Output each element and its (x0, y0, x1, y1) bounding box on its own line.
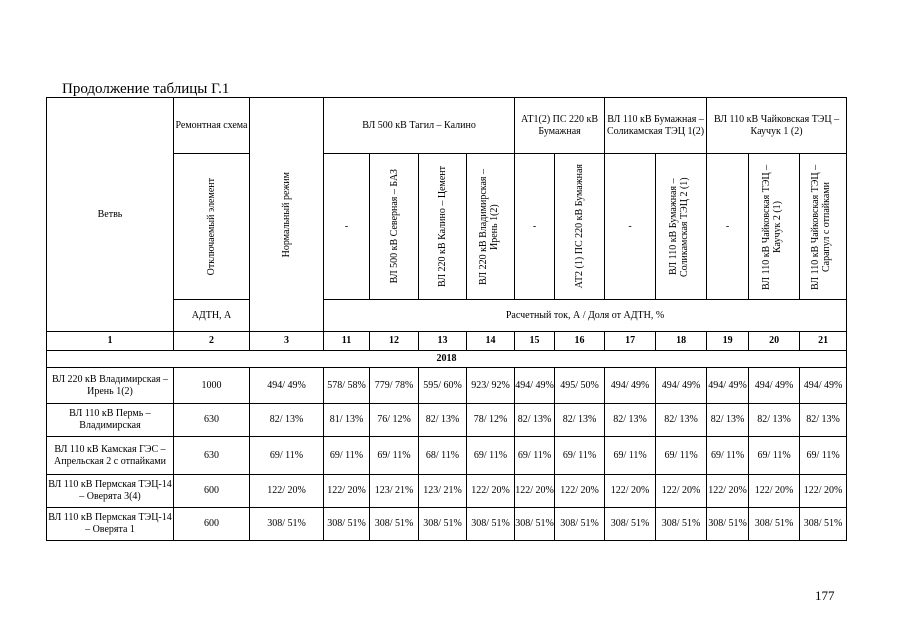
header-sub-13: ВЛ 220 кВ Калино – Цемент (419, 154, 467, 300)
header-sub-11: - (324, 154, 370, 300)
current-value: 122/ 20% (800, 475, 847, 508)
current-value: 69/ 11% (749, 437, 800, 475)
column-number: 21 (800, 332, 847, 351)
current-value: 81/ 13% (324, 404, 370, 437)
year-heading: 2018 (47, 351, 847, 368)
current-value: 82/ 13% (605, 404, 656, 437)
current-value: 69/ 11% (515, 437, 555, 475)
current-value: 308/ 51% (467, 508, 515, 541)
current-value: 494/ 49% (515, 368, 555, 404)
column-number: 1 (47, 332, 174, 351)
current-value: 68/ 11% (419, 437, 467, 475)
branch-name: ВЛ 220 кВ Владимирская – Ирень 1(2) (47, 368, 174, 404)
current-value: 123/ 21% (370, 475, 419, 508)
current-value: 308/ 51% (419, 508, 467, 541)
current-value: 122/ 20% (324, 475, 370, 508)
header-sub-19: - (707, 154, 749, 300)
current-value: 308/ 51% (605, 508, 656, 541)
table-row (47, 368, 847, 404)
adtn-value: 1000 (174, 368, 250, 404)
current-value: 69/ 11% (324, 437, 370, 475)
normal-mode-value: 308/ 51% (250, 508, 324, 541)
current-value: 578/ 58% (324, 368, 370, 404)
table-row (47, 508, 847, 541)
current-value: 82/ 13% (800, 404, 847, 437)
column-number: 16 (555, 332, 605, 351)
header-sub-17: - (605, 154, 656, 300)
column-number: 2 (174, 332, 250, 351)
table-row (47, 475, 847, 508)
header-sub-18: ВЛ 110 кВ Бумажная – Соликамская ТЭЦ 2 (1) (656, 154, 707, 300)
current-value: 69/ 11% (370, 437, 419, 475)
current-value: 69/ 11% (467, 437, 515, 475)
adtn-value: 630 (174, 404, 250, 437)
header-normal-mode: Нормальный режим (250, 98, 324, 332)
header-group-at-bumazhnaya: АТ1(2) ПС 220 кВ Бумажная (515, 98, 605, 154)
current-value: 308/ 51% (749, 508, 800, 541)
current-value: 494/ 49% (800, 368, 847, 404)
current-value: 308/ 51% (707, 508, 749, 541)
current-value: 69/ 11% (605, 437, 656, 475)
current-value: 494/ 49% (749, 368, 800, 404)
current-value: 122/ 20% (656, 475, 707, 508)
current-value: 494/ 49% (605, 368, 656, 404)
current-value: 494/ 49% (707, 368, 749, 404)
current-value: 308/ 51% (800, 508, 847, 541)
header-sub-15: - (515, 154, 555, 300)
current-value: 82/ 13% (555, 404, 605, 437)
header-group-tagil-kalino: ВЛ 500 кВ Тагил – Калино (324, 98, 515, 154)
table-row (47, 437, 847, 475)
current-value: 308/ 51% (324, 508, 370, 541)
current-value: 308/ 51% (515, 508, 555, 541)
current-value: 122/ 20% (749, 475, 800, 508)
current-value: 82/ 13% (656, 404, 707, 437)
table-caption: Продолжение таблицы Г.1 (62, 81, 230, 97)
current-value: 69/ 11% (707, 437, 749, 475)
header-sub-16: АТ2 (1) ПС 220 кВ Бумажная (555, 154, 605, 300)
header-branch: Ветвь (47, 98, 174, 332)
current-value: 308/ 51% (370, 508, 419, 541)
page-number: 177 (815, 588, 835, 603)
current-value: 495/ 50% (555, 368, 605, 404)
column-number: 12 (370, 332, 419, 351)
current-value: 308/ 51% (555, 508, 605, 541)
column-number: 19 (707, 332, 749, 351)
current-value: 923/ 92% (467, 368, 515, 404)
current-value: 122/ 20% (555, 475, 605, 508)
table-body (47, 368, 847, 541)
current-value: 69/ 11% (800, 437, 847, 475)
current-value: 122/ 20% (707, 475, 749, 508)
column-number: 17 (605, 332, 656, 351)
current-value: 122/ 20% (605, 475, 656, 508)
branch-name: ВЛ 110 кВ Пермская ТЭЦ-14 – Оверята 3(4) (47, 475, 174, 508)
header-sub-21: ВЛ 110 кВ Чайковская ТЭЦ – Сарапул с отпайками (800, 154, 847, 300)
current-value: 82/ 13% (707, 404, 749, 437)
current-value: 78/ 12% (467, 404, 515, 437)
current-value: 82/ 13% (419, 404, 467, 437)
current-value: 779/ 78% (370, 368, 419, 404)
header-adtn: АДТН, А (174, 300, 250, 332)
current-value: 122/ 20% (467, 475, 515, 508)
current-value: 308/ 51% (656, 508, 707, 541)
column-number: 20 (749, 332, 800, 351)
normal-mode-value: 82/ 13% (250, 404, 324, 437)
column-number: 15 (515, 332, 555, 351)
load-table (46, 97, 847, 541)
branch-name: ВЛ 110 кВ Камская ГЭС – Апрельская 2 с отпайками (47, 437, 174, 475)
column-number: 3 (250, 332, 324, 351)
column-number: 18 (656, 332, 707, 351)
normal-mode-value: 122/ 20% (250, 475, 324, 508)
header-group-chaikovskaya-kauchuk: ВЛ 110 кВ Чайковская ТЭЦ – Каучук 1 (2) (707, 98, 847, 154)
current-value: 122/ 20% (515, 475, 555, 508)
column-number: 13 (419, 332, 467, 351)
normal-mode-value: 69/ 11% (250, 437, 324, 475)
current-value: 595/ 60% (419, 368, 467, 404)
adtn-value: 600 (174, 508, 250, 541)
column-number: 11 (324, 332, 370, 351)
current-value: 82/ 13% (749, 404, 800, 437)
header-sub-14: ВЛ 220 кВ Владимирская – Ирень 1(2) (467, 154, 515, 300)
header-sub-12: ВЛ 500 кВ Северная – БАЗ (370, 154, 419, 300)
header-calc-current: Расчетный ток, А / Доля от АДТН, % (324, 300, 847, 332)
current-value: 82/ 13% (515, 404, 555, 437)
current-value: 76/ 12% (370, 404, 419, 437)
adtn-value: 600 (174, 475, 250, 508)
current-value: 69/ 11% (656, 437, 707, 475)
adtn-value: 630 (174, 437, 250, 475)
current-value: 69/ 11% (555, 437, 605, 475)
current-value: 494/ 49% (656, 368, 707, 404)
header-repair-scheme: Ремонтная схема (174, 98, 250, 154)
branch-name: ВЛ 110 кВ Пермь – Владимирская (47, 404, 174, 437)
header-sub-20: ВЛ 110 кВ Чайковская ТЭЦ – Каучук 2 (1) (749, 154, 800, 300)
table-row (47, 404, 847, 437)
header-disconnected-element: Отключаемый элемент (174, 154, 250, 300)
normal-mode-value: 494/ 49% (250, 368, 324, 404)
branch-name: ВЛ 110 кВ Пермская ТЭЦ-14 – Оверята 1 (47, 508, 174, 541)
current-value: 123/ 21% (419, 475, 467, 508)
column-number: 14 (467, 332, 515, 351)
header-group-bumazhnaya-solikamsk: ВЛ 110 кВ Бумажная – Соликамская ТЭЦ 1(2) (605, 98, 707, 154)
